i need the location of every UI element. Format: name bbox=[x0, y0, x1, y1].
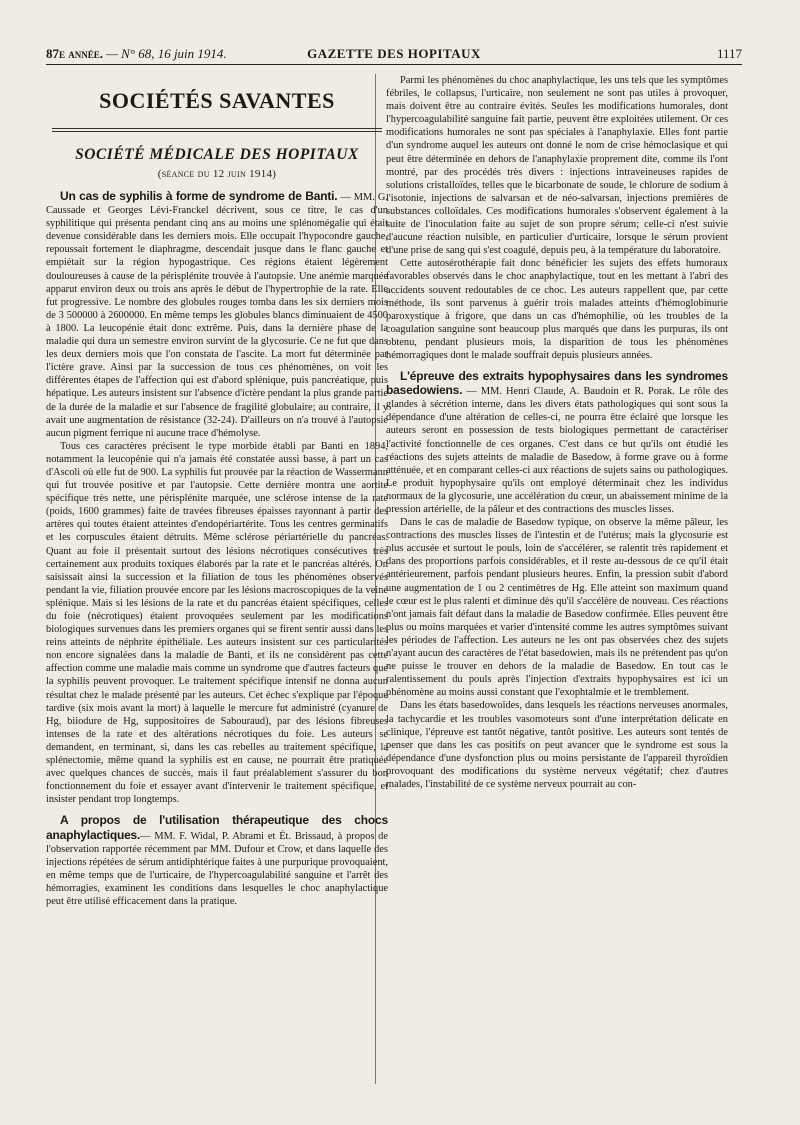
article-paragraph: A propos de l'utilisation thérapeutique des chocs anaphylactiques.— MM. F. Widal, P. Abrami et Ét. Brissaud, à propos de l'observation rapportée récemment par MM. Dufour et Crow, et dans laquelle des injections répétées de sérum antidiphtérique faites à une purpurique provoquaient, en même temps que de l'urticaire, de l'hypercoagulabilité sanguine et l'arrêt des hémorragies, examinent les conditions dans lesquelles le choc anaphylactique peut être utilisé efficacement dans la pratique. bbox=[46, 813, 388, 907]
article-anaphylaxie bbox=[46, 814, 388, 908]
left-column bbox=[46, 74, 388, 1104]
article-title: A propos de l'utilisation thérapeutique des chocs anaphylactiques. bbox=[46, 813, 388, 842]
section-title: SOCIÉTÉS SAVANTES bbox=[99, 88, 335, 113]
issue-label: — N° 68, 16 juin 1914. bbox=[106, 46, 227, 61]
article-paragraph: Dans les états basedowoïdes, dans lesquels les réactions nerveuses anormales, la tachycardie et les troubles vasomoteurs sont d'une interprétation délicate en clinique, l'épreuve est tantôt négative, tantôt positive. Les auteurs sont tentés de penser que dans les cas positifs on peut avancer que le syndrome est sous la dépendance d'une dysfonction plus ou moins persistante de l'appareil thyroïdien provoquant des modifications du système nerveux végétatif; chez d'autres malades, l'instabilité de ce système nerveux pourrait au con- bbox=[386, 700, 728, 790]
article-paragraph: Un cas de syphilis à forme de syndrome de Banti. — MM. G. Caussade et Georges Lévi-Franckel décrivent, sous ce titre, le cas d'un syphilitique qui présenta pendant cinq ans au moins une splénomégalie qui était devenue considérable dans les derniers mois. Elle occupait l'hypocondre gauche, repoussait fortement le diaphragme, descendait jusque dans le flanc gauche et empiétait sur la région hypogastrique. Ces régions étaient légèrement douloureuses à cause de la périsplénite trouvée à l'autopsie. Une anémie marquée apparut environ deux ou trois ans après le début de l'hypertrophie de la rate. Elle fut progressive. Le nombre des globules rouges tomba dans les six derniers mois de 3 500000 à 2600000. En même temps les globules blancs diminuaient de 4500 à 1800. La leucopénie était donc extrême. Puis, dans la dernière phase de la maladie qui dura un semestre environ survint de la glycosurie. Ce ne fut que dans les deux derniers mois que l'on constata de l'ascite. La mort fut déterminée par l'ictère grave. Ainsi par la succession de tous ces phénomènes, on voit les différentes étapes de l'affection qui est d'abord splénique, puis pancréatique, puis hépatique. Les auteurs insistent sur l'absence d'ictère pendant la plus grande partie de la durée de la maladie et sur l'absence de fragilité globulaire; au contraire, il y avait une augmentation de résistance (32-24). D'ailleurs on n'a trouvé à l'autopsie aucun pigment ferrique ni aucune trace d'hémolyse. bbox=[46, 189, 388, 439]
article-paragraph: Tous ces caractères précisent le type morbide établi par Banti en 1894, notamment la leucopénie qui n'a jamais été constatée aussi basse, à part un cas d'Ascoli où elle fut de 900. La syphilis fut prouvée par la réaction de Wassermann qui fut trouvée positive et par l'autopsie. Cette dernière montra une aortite spécifique très nette, une périsplénite marquée, une sclérose intense de la rate (poids, 1600 grammes) faite de travées fibreuses épaisses rayonnant à partir des artères qui toutes étaient atteintes d'endopériartérite. Tous les centres germinatifs et les corpuscules étaient détruits. Même sclérose périartérielle du pancréas. Quant au foie il présentait surtout des lésions nécrotiques consécutives très certainement aux produits toxiques élaborés par la rate et le pancréas altérés. On saisissait ainsi la succession et la filiation de tous les phénomènes observés pendant la vie, filiation prouvée encore par les lésions macroscopiques de la veine splénique. Mais si les lésions de la rate et du pancréas étaient spécifiques, celles du foie (nécrotiques) étaient provoquées seulement par les modifications biologiques survenues dans les premiers organes qui se firent sentir aussi dans les reins atteints de néphrite épithéliale. Les auteurs insistent sur ces particularités non encore signalées dans la maladie de Banti, et ils ne considèrent pas cette affection comme une maladie mais comme un syndrome que d'autres facteurs que la syphilis peuvent provoquer. Le traitement spécifique intensif ne donna aucun résultat chez le malade présenté par les auteurs. Cet échec s'explique par l'époque tardive (six mois avant la mort) à laquelle le mercure fut administré (cyanure de Hg, biiodure de Hg, suppositoires de Sabouraud), par des lésions fibreuses intenses de la rate et des altérations nécrotiques du foie. Les auteurs se demandent, en terminant, si, dans les cas rebelles au traitement spécifique, la splénectomie, même quand la syphilis est en cause, ne pourrait être pratiquée avec quelques chances de succès, mais il faut préalablement s'assurer du bon fonctionnement du foie et essayer avant d'intervenir le traitement spécifique, et insister pendant trop longtemps. bbox=[46, 440, 388, 806]
page-header bbox=[46, 42, 742, 65]
article-banti bbox=[46, 190, 388, 806]
society-title: SOCIÉTÉ MÉDICALE DES HOPITAUX bbox=[75, 146, 359, 163]
session-date: (séance du 12 juin 1914) bbox=[157, 168, 277, 180]
section-rule bbox=[52, 128, 382, 132]
article-title: Un cas de syphilis à forme de syndrome de Banti. bbox=[60, 189, 338, 203]
article-anaphylaxie-continued bbox=[386, 74, 728, 362]
article-paragraph: Parmi les phénomènes du choc anaphylactique, les uns tels que les symptômes fébriles, le collapsus, l'urticaire, non seulement ne sont pas utiles à provoquer, mais doivent être au contraire évités. Seules les modifications humorales, dont l'hypercoagulabilité sanguine fait partie, peuvent être exploitées utilement. Or ces modifications humorales ne sont pas spéciales à l'anaphylaxie. Elles font partie d'un syndrome auquel les auteurs ont donné le nom de crise hémoclasique et qui peut être déterminée en dehors de l'anaphylaxie proprement dite, comme ils l'ont montré, par des procédés très divers : injections intraveineuses rapides de solutions cristalloïdes, telles que le bicarbonate de soude, le chlorure de sodium à l'isotonie, injections de salvarsan et de néo-salvarsan, injections premières de substances colloïdales. Ces modifications humorales s'observent également à la suite de l'inoculation faite au sujet de son propre sérum; celle-ci n'est suivie d'aucune réaction nuisible, en particulier d'urticaire, lorsque le sérum provient d'une prise de sang qui s'est coagulé, depuis peu, à la température du laboratoire. bbox=[386, 75, 728, 257]
journal-title: GAZETTE DES HOPITAUX bbox=[307, 46, 481, 61]
article-paragraph: Cette autosérothérapie fait donc bénéficier les sujets des effets humoraux favorables observés dans le choc anaphylactique, tout en les mettant à l'abri des accidents souvent redoutables de ce choc. Les auteurs rappellent que, par cette méthode, ils sont parvenus à guérir trois malades atteints d'hémoglobinurie paroxystique à frigore, que dans un cas d'hémophilie, où les troubles de la coagulation sanguine sont beaucoup plus marqués que dans les purpuras, ils ont obtenu, pendant plusieurs mois, la disparition de tous les phénomènes hémorragiques dont le malade souffrait depuis plusieurs années. bbox=[386, 258, 728, 361]
article-title: L'épreuve des extraits hypophysaires dans les syndromes basedowiens. bbox=[386, 369, 728, 398]
article-hypophyse bbox=[386, 370, 728, 791]
article-paragraph: Dans le cas de maladie de Basedow typique, on observe la même pâleur, les contractions des muscles lisses de l'intestin et de l'utérus; mais la glycosurie est plus accusée et surtout le pouls, loin de s'accélérer, se ralentit très rapidement et dans des proportions parfois considérables, et il reste au-dessous de ce qu'il était antérieurement, parfois pendant plusieurs heures. Enfin, la pression subit d'abord une augmentation de 1 ou 2 centimètres de Hg. Elle atteint son maximum quand le cœur est le plus ralenti et diminue dès qu'il s'accélère de nouveau. Ces réactions n'ont jamais fait défaut dans la maladie de Basedow confirmée. Elles peuvent être plus ou moins marquées et varier d'intensité comme les autres symptômes suivant les périodes de l'affection. Les auteurs ne les ont pas observées chez des sujets n'ayant aucun des caractères de l'état basedowien, mais ils ne prétendent pas qu'on ne puisse le trouver en dehors de la maladie de Basedow. En tout cas le ralentissement du pouls après l'injection d'extraits hypophysaires est ici un phénomène au moins aussi constant que l'exophtalmie et le tremblement. bbox=[386, 517, 728, 699]
article-paragraph: L'épreuve des extraits hypophysaires dans les syndromes basedowiens. — MM. Henri Claude, A. Baudoin et R. Porak. Le rôle des glandes à sécrétion interne, dans les divers états pathologiques qui sont sous la dépendance d'une altération de celles-ci, ne pourra être éclairé que lorsque les auteurs seront en possession de tests biologiques permettant de caractériser l'activité fonctionnelle de ces organes. C'est dans ce but qu'ils ont étudié les réactions des sujets atteints de maladie de Basedow, à forme grave ou à forme atténuée, et en comparant celles-ci aux réactions de sujets sains ou pathologiques. Le produit hypophysaire qu'ils ont employé déterminait chez les individus normaux de la glycosurie, une accélération du cœur, un abaissement minime de la pression artérielle, de la pâleur et des contractions des muscles lisses. bbox=[386, 369, 728, 515]
page-number: 1117 bbox=[716, 46, 742, 61]
right-column bbox=[386, 74, 728, 1104]
edition-label: 87e année. bbox=[46, 46, 104, 61]
